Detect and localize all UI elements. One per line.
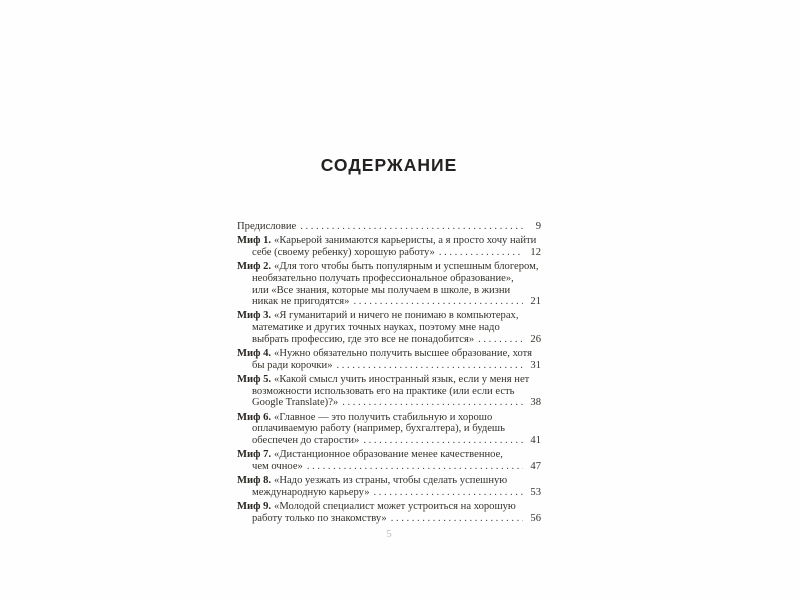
toc-entry-line (237, 461, 541, 473)
toc-entry-text: или «Все знания, которые мы получаем в школе, в жизни (252, 284, 511, 296)
toc-entry-text: «Молодой специалист может устроиться на хорошую (274, 500, 516, 512)
toc-entry (237, 475, 541, 498)
dot-leader (353, 296, 523, 308)
toc-entry-text: «Нужно обязательно получить высшее образование, хотя (274, 348, 533, 360)
toc-entry-text: «Дистанционное образование менее качественное, (274, 449, 503, 461)
toc-entry-line (237, 423, 541, 435)
toc-entry-text: необязательно получать профессиональное образование», (252, 272, 514, 284)
toc-entry-line (237, 435, 541, 447)
toc-entry-label: Миф 9. (237, 500, 272, 512)
toc-entry-text: возможности использовать его на практике (или если есть (252, 385, 515, 397)
toc-entry-text: чем очное» (252, 460, 303, 472)
toc-entry-text: «Карьерой занимаются карьеристы, а я просто хочу найти (274, 235, 537, 247)
toc-entry-label: Миф 3. (237, 310, 272, 322)
toc-entry-page: 9 (535, 221, 541, 232)
toc-entry-line (237, 397, 541, 409)
toc-entry-page: 53 (530, 486, 541, 498)
toc-list (237, 221, 541, 527)
toc-entry-line (237, 348, 541, 360)
toc-entry-line (237, 235, 541, 247)
toc-entry-label: Миф 6. (237, 411, 272, 423)
toc-entry (237, 412, 541, 447)
toc-entry-label: Миф 7. (237, 449, 272, 461)
toc-entry-label: Миф 2. (237, 261, 272, 273)
toc-entry-line (237, 412, 541, 424)
toc-entry-line (237, 513, 541, 525)
toc-entry-line (237, 285, 541, 297)
toc-entry-text: «Главное — это получить стабильную и хорошо (274, 411, 493, 423)
toc-entry-line (237, 322, 541, 334)
toc-entry-page: 38 (530, 397, 541, 409)
toc-entry-line (237, 261, 541, 273)
dot-leader (391, 513, 523, 525)
toc-entry-line (237, 374, 541, 386)
toc-entry-page: 26 (530, 333, 541, 345)
toc-entry (237, 310, 541, 345)
toc-entry (237, 221, 541, 233)
toc-entry-text: Google Translate)?» (252, 397, 339, 409)
toc-entry-page: 47 (530, 460, 541, 472)
toc-entry-line (237, 334, 541, 346)
toc-entry-page: 31 (530, 359, 541, 371)
toc-entry-line (237, 449, 541, 461)
toc-entry-text: никак не пригодятся» (252, 296, 350, 308)
dot-leader (478, 334, 523, 346)
toc-entry-text: обеспечен до старости» (252, 434, 360, 446)
toc-entry (237, 374, 541, 409)
toc-entry-text: оплачиваемую работу (например, бухгалтера), и будешь (252, 423, 505, 435)
dot-leader (307, 461, 523, 473)
toc-entry-page: 56 (530, 512, 541, 524)
toc-entry-label: Миф 4. (237, 348, 272, 360)
toc-entry (237, 501, 541, 524)
toc-entry-text: выбрать профессию, где это все не понадобится» (252, 333, 475, 345)
toc-entry-text: международную карьеру» (252, 486, 370, 498)
dot-leader (363, 435, 523, 447)
dot-leader (342, 397, 523, 409)
toc-entry-text: бы ради корочки» (252, 359, 333, 371)
toc-entry-line (237, 501, 541, 513)
toc-entry-text: математике и других точных науках, поэтому мне надо (252, 322, 500, 334)
dot-leader (439, 247, 523, 259)
toc-entry-label: Миф 5. (237, 373, 272, 385)
toc-entry (237, 348, 541, 371)
dot-leader (337, 360, 523, 372)
toc-entry-line (237, 475, 541, 487)
toc-entry-label: Миф 8. (237, 475, 272, 487)
toc-entry-line (237, 221, 541, 233)
toc-entry-label: Миф 1. (237, 235, 272, 247)
toc-entry-text: «Для того чтобы быть популярным и успешным блогером, (274, 261, 539, 273)
toc-entry (237, 449, 541, 472)
toc-entry-line (237, 360, 541, 372)
toc-entry-text: «Какой смысл учить иностранный язык, если у меня нет (274, 373, 530, 385)
toc-entry (237, 235, 541, 258)
toc-entry-text: Предисловие (237, 221, 297, 232)
toc-entry-page: 41 (530, 434, 541, 446)
toc-entry-text: «Я гуманитарий и ничего не понимаю в компьютерах, (274, 310, 519, 322)
toc-entry-page: 21 (530, 296, 541, 308)
toc-entry-line (237, 273, 541, 285)
toc-entry-line (237, 296, 541, 308)
toc-entry-text: «Надо уезжать из страны, чтобы сделать успешную (274, 475, 508, 487)
dot-leader (374, 487, 523, 499)
dot-leader (300, 221, 523, 233)
toc-entry-line (237, 310, 541, 322)
toc-entry-line (237, 487, 541, 499)
toc-title: СОДЕРЖАНИЕ (320, 155, 458, 175)
toc-entry-text: работу только по знакомству» (252, 512, 387, 524)
toc-entry (237, 261, 541, 308)
toc-entry-text: себе (своему ребенку) хорошую работу» (252, 246, 435, 258)
toc-entry-line (237, 386, 541, 398)
page-number: 5 (386, 528, 392, 540)
toc-entry-line (237, 247, 541, 259)
toc-entry-page: 12 (530, 246, 541, 258)
